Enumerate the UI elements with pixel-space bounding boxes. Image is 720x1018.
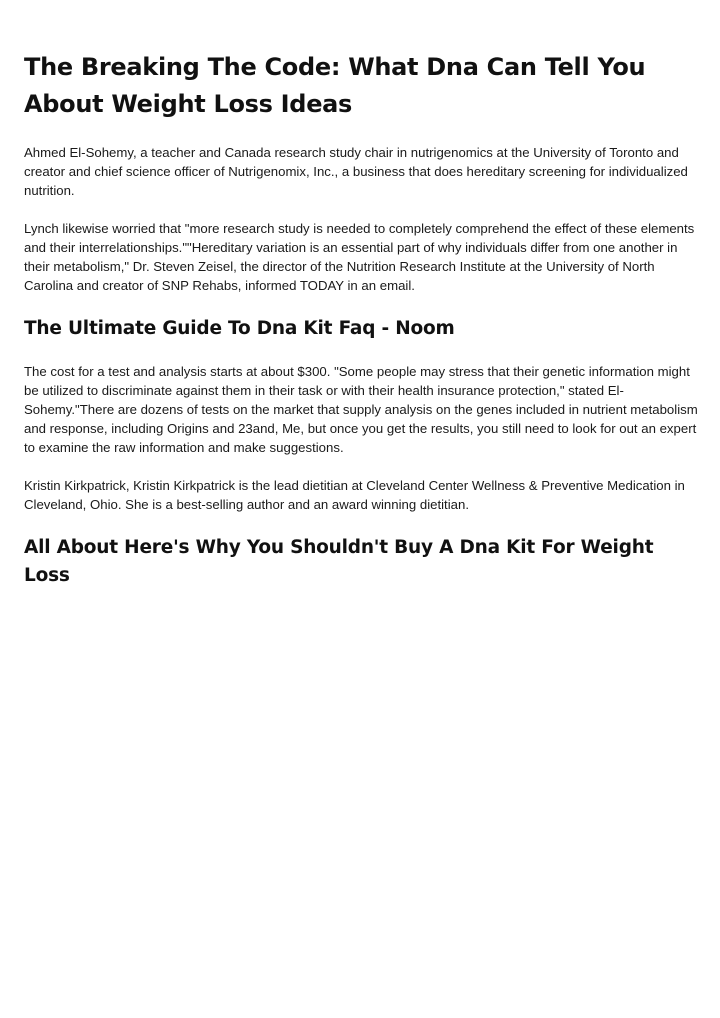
paragraph-kirkpatrick: Kristin Kirkpatrick, Kristin Kirkpatrick is the lead dietitian at Cleveland Center Wellness & Preventive Medication in Cleveland, Ohio. She is a best-selling author and an award winning dietitian. — [24, 478, 685, 512]
article-title: The Breaking The Code: What Dna Can Tell You About Weight Loss Ideas — [24, 53, 646, 118]
paragraph-el-sohemy: Ahmed El-Sohemy, a teacher and Canada research study chair in nutrigenomics at the University of Toronto and creator and chief science officer of Nutrigenomix, Inc., a business that does hereditary screening for individualized nutrition. — [24, 145, 688, 198]
section-heading-dont-buy-dna-kit: All About Here's Why You Shouldn't Buy A Dna Kit For Weight Loss — [24, 537, 654, 586]
paragraph-test-cost: The cost for a test and analysis starts at about $300. "Some people may stress that their genetic information might be utilized to discriminate against them in their task or with their health insurance protection," stated El-Sohemy."There are dozens of tests on the market that supply analysis on the genes included in nutrient metabolism and response, including Origins and 23and, Me, but once you get the results, you still need to look for out an expert to examine the raw information and make suggestions. — [24, 364, 698, 455]
article — [24, 0, 700, 590]
paragraph-lynch: Lynch likewise worried that "more research study is needed to completely comprehend the effect of these elements and their interrelationships.""Hereditary variation is an essential part of why individuals differ from one another in their metabolism," Dr. Steven Zeisel, the director of the Nutrition Research Institute at the University of North Carolina and creator of SNP Rehabs, informed TODAY in an email. — [24, 221, 695, 293]
section-heading-dna-kit-faq: The Ultimate Guide To Dna Kit Faq - Noom — [24, 318, 455, 339]
